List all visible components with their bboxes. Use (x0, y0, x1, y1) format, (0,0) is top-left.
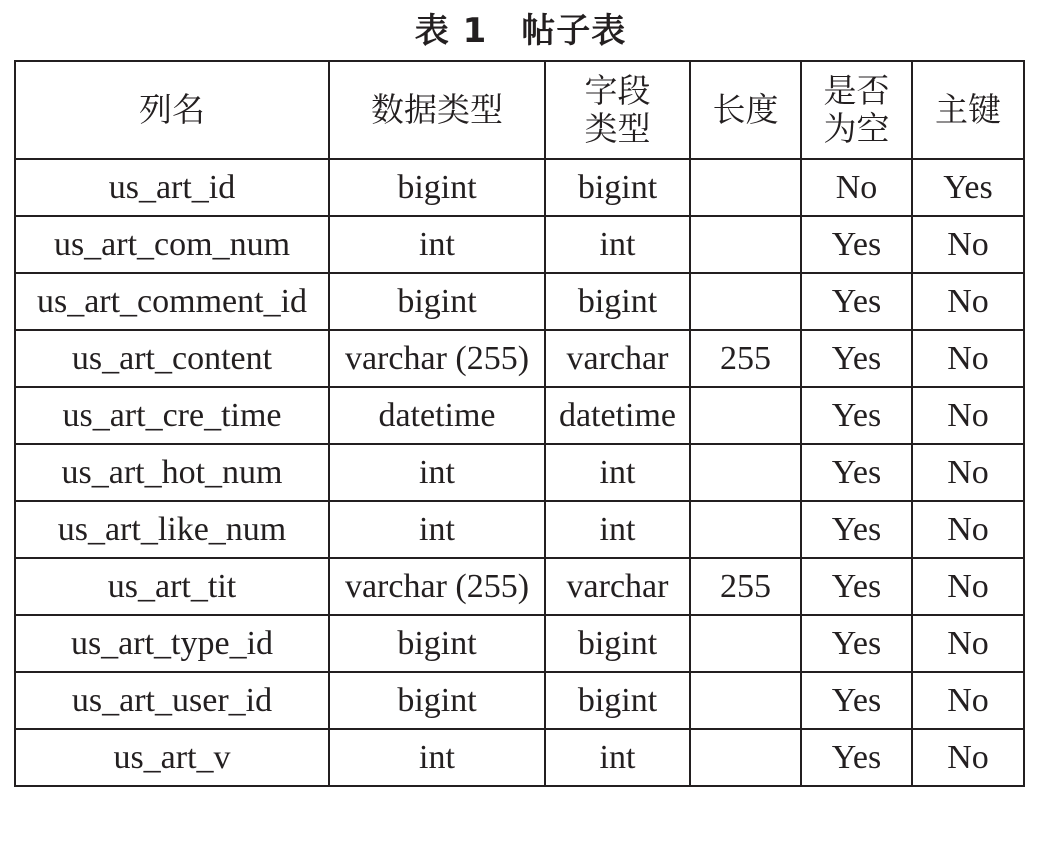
cell-data-type: bigint (329, 672, 545, 729)
header-nullable (801, 61, 912, 159)
cell-data-type: varchar (255) (329, 558, 545, 615)
cell-column-name: us_art_id (15, 159, 329, 216)
cell-column-name: us_art_type_id (15, 615, 329, 672)
cell-nullable: Yes (801, 330, 912, 387)
table-row (15, 615, 1024, 672)
header-data-type: 数据类型 (329, 61, 545, 159)
table-number: 表 1 (414, 11, 488, 51)
cell-length (690, 444, 801, 501)
cell-length (690, 729, 801, 786)
cell-field-type: varchar (545, 558, 690, 615)
cell-field-type: datetime (545, 387, 690, 444)
cell-primary-key: No (912, 729, 1024, 786)
cell-length (690, 159, 801, 216)
cell-nullable: Yes (801, 444, 912, 501)
header-row (15, 61, 1024, 159)
cell-primary-key: No (912, 387, 1024, 444)
cell-field-type: bigint (545, 159, 690, 216)
cell-data-type: varchar (255) (329, 330, 545, 387)
cell-nullable: Yes (801, 216, 912, 273)
header-field-type (545, 61, 690, 159)
table-title: 帖子表 (521, 11, 627, 51)
cell-data-type: int (329, 501, 545, 558)
table-row (15, 216, 1024, 273)
cell-field-type: int (545, 501, 690, 558)
cell-data-type: bigint (329, 615, 545, 672)
cell-length (690, 387, 801, 444)
cell-length (690, 501, 801, 558)
table-row (15, 159, 1024, 216)
cell-column-name: us_art_tit (15, 558, 329, 615)
cell-data-type: int (329, 216, 545, 273)
cell-field-type: int (545, 216, 690, 273)
table-row (15, 330, 1024, 387)
table-row (15, 387, 1024, 444)
cell-data-type: int (329, 444, 545, 501)
table-row (15, 501, 1024, 558)
cell-column-name: us_art_v (15, 729, 329, 786)
cell-column-name: us_art_cre_time (15, 387, 329, 444)
cell-primary-key: No (912, 615, 1024, 672)
cell-data-type: datetime (329, 387, 545, 444)
cell-data-type: bigint (329, 159, 545, 216)
header-field-type-line2: 类型 (584, 109, 651, 148)
cell-field-type: varchar (545, 330, 690, 387)
table-caption (0, 8, 1041, 54)
cell-column-name: us_art_user_id (15, 672, 329, 729)
cell-field-type: bigint (545, 273, 690, 330)
header-length: 长度 (690, 61, 801, 159)
header-primary-key: 主键 (912, 61, 1024, 159)
cell-length (690, 672, 801, 729)
cell-primary-key: No (912, 672, 1024, 729)
cell-nullable: Yes (801, 501, 912, 558)
table-row (15, 273, 1024, 330)
table-row (15, 672, 1024, 729)
cell-column-name: us_art_content (15, 330, 329, 387)
cell-nullable: No (801, 159, 912, 216)
cell-nullable: Yes (801, 558, 912, 615)
cell-column-name: us_art_like_num (15, 501, 329, 558)
cell-primary-key: No (912, 558, 1024, 615)
cell-field-type: int (545, 729, 690, 786)
cell-column-name: us_art_com_num (15, 216, 329, 273)
cell-primary-key: No (912, 444, 1024, 501)
cell-primary-key: No (912, 216, 1024, 273)
cell-primary-key: Yes (912, 159, 1024, 216)
cell-data-type: bigint (329, 273, 545, 330)
cell-length (690, 216, 801, 273)
cell-length: 255 (690, 558, 801, 615)
cell-column-name: us_art_comment_id (15, 273, 329, 330)
cell-field-type: bigint (545, 615, 690, 672)
header-nullable-line1: 是否 (823, 71, 890, 110)
cell-nullable: Yes (801, 672, 912, 729)
header-column-name: 列名 (15, 61, 329, 159)
cell-primary-key: No (912, 330, 1024, 387)
cell-nullable: Yes (801, 273, 912, 330)
cell-primary-key: No (912, 273, 1024, 330)
cell-nullable: Yes (801, 615, 912, 672)
cell-field-type: bigint (545, 672, 690, 729)
posts-schema-table (14, 60, 1025, 787)
table-row (15, 558, 1024, 615)
cell-length: 255 (690, 330, 801, 387)
header-field-type-line1: 字段 (584, 71, 651, 110)
cell-nullable: Yes (801, 387, 912, 444)
table-row (15, 444, 1024, 501)
cell-data-type: int (329, 729, 545, 786)
cell-nullable: Yes (801, 729, 912, 786)
cell-field-type: int (545, 444, 690, 501)
header-nullable-line2: 为空 (823, 109, 890, 148)
table-row (15, 729, 1024, 786)
cell-length (690, 273, 801, 330)
cell-primary-key: No (912, 501, 1024, 558)
cell-length (690, 615, 801, 672)
cell-column-name: us_art_hot_num (15, 444, 329, 501)
